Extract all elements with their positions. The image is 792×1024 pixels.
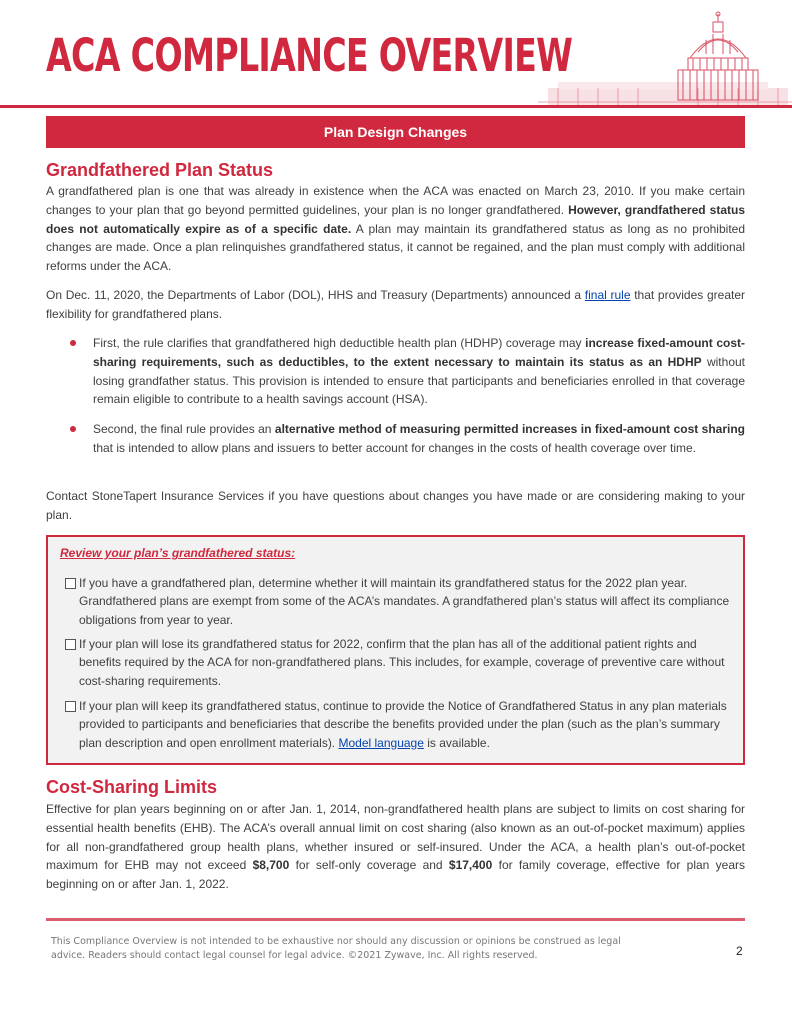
b2-text-bold: alternative method of measuring permitted increases in fixed-amount cost sharing [274, 422, 745, 436]
cs-text-a: Effective for plan years beginning on or after Jan. 1, 2014, non-grandfathered health plans are subject to limits on cost sharing for essential health benefits (EHB). The ACA’s overall annual limit on cost sharing (also known as an out-of-pocket maximum) applies for all non-grandfathered group health plans, whether insured or self-insured. Under the ACA, a health plan’s out-of-pocket maximum for EHB may not exceed [46, 802, 745, 873]
review-callout-box [46, 535, 745, 765]
grandfathered-paragraph-1 [46, 182, 745, 276]
cs-amount-self: $8,700 [252, 858, 290, 873]
checklist-item-text [79, 697, 730, 752]
b1-text-bold: increase fixed-amount cost-sharing requirements, such as deductibles, to the extent necessary to maintain its status as an HDHP [93, 336, 746, 369]
b1-text-c: without losing grandfather status. This provision is intended to ensure that participants and beneficiaries enrolled in that coverage remain eligible to contribute to a health savings account (HSA). [93, 354, 745, 407]
p1-text-a: A grandfathered plan is one that was already in existence when the ACA was enacted on March 23, 2010. If you make certain changes to your plan that go beyond permitted guidelines, your plan is no longer grandfathered. [46, 184, 745, 217]
header-rule [0, 105, 792, 108]
footer-disclaimer: This Compliance Overview is not intended to be exhaustive nor should any discussion or opinions be construed as legal advice. Readers should contact legal counsel for legal advice. ©2021 Zywave, Inc. All rights reserved. [51, 936, 621, 961]
p1-text-bold: However, grandfathered status does not automatically expire as of a specific date. [46, 202, 745, 236]
checklist-item [65, 574, 730, 629]
checklist-item [65, 697, 730, 752]
final-rule-link[interactable]: final rule [584, 288, 631, 302]
bullet-icon [70, 426, 76, 432]
model-language-link[interactable]: Model language [338, 735, 424, 750]
cs-text-c: for family coverage, effective for plan years beginning on or after Jan. 1, 2022. [46, 858, 745, 892]
section-band [46, 116, 745, 148]
item3-text-b: is available. [423, 735, 490, 750]
bullet-text [93, 420, 745, 458]
b1-text-a: First, the rule clarifies that grandfathered high deductible health plan (HDHP) coverage may [93, 336, 586, 350]
bullet-item [66, 420, 745, 458]
capitol-illustration [538, 10, 792, 108]
checklist-item [65, 635, 730, 690]
checkbox-icon[interactable] [65, 578, 76, 589]
p2-text-a: On Dec. 11, 2020, the Departments of Labor (DOL), HHS and Treasury (Departments) announced a [46, 288, 585, 302]
p2-text-b: that provides greater flexibility for grandfathered plans. [46, 288, 745, 321]
grandfathered-paragraph-3: Contact StoneTapert Insurance Services if you have questions about changes you have made or are considering making to your plan. [46, 489, 745, 522]
cost-sharing-heading: Cost-Sharing Limits [46, 777, 218, 797]
review-title: Review your plan’s grandfathered status: [60, 546, 296, 560]
cs-amount-family: $17,400 [448, 858, 493, 873]
checkbox-icon[interactable] [65, 701, 76, 712]
b2-text-c: that is intended to allow plans and issuers to better account for changes in the costs of health coverage over time. [93, 440, 697, 455]
bullet-item [66, 334, 745, 409]
bullet-icon [70, 340, 76, 346]
page-number: 2 [736, 944, 743, 958]
header-title: ACA COMPLIANCE OVERVIEW [46, 29, 573, 82]
b2-text-a: Second, the final rule provides an [93, 422, 275, 436]
footer-rule [46, 918, 745, 921]
section-band-label: Plan Design Changes [323, 124, 468, 140]
checklist-item-text: If you have a grandfathered plan, determine whether it will maintain its grandfathered status for the 2022 plan year. Grandfathered plans are exempt from some of the ACA’s mandates. A grandfathered plan’s status will affect its compliance obligations from year to year. [79, 576, 730, 627]
checkbox-icon[interactable] [65, 639, 76, 650]
cost-sharing-paragraph [46, 800, 745, 894]
p1-text-c: A plan may maintain its grandfathered status as long as no prohibited changes are made. Once a plan relinquishes grandfathered status, it cannot be regained, and the plan must comply with additional reforms under the ACA. [46, 221, 745, 274]
bullet-text [93, 334, 745, 409]
checklist-item-text: If your plan will lose its grandfathered status for 2022, confirm that the plan has all of the additional patient rights and benefits required by the ACA for non-grandfathered plans. This includes, for example, coverage of preventive care without cost-sharing requirements. [79, 637, 725, 688]
cs-text-b: for self-only coverage and [289, 858, 449, 873]
grandfathered-heading: Grandfathered Plan Status [46, 160, 274, 180]
item3-text-a: If your plan will keep its grandfathered status, continue to provide the Notice of Grandfathered Status in any plan materials provided to participants and beneficiaries that describe the benefits provided under the plan (such as the plan’s summary plan description and open enrollment materials). [79, 699, 727, 750]
grandfathered-paragraph-2 [46, 286, 745, 324]
